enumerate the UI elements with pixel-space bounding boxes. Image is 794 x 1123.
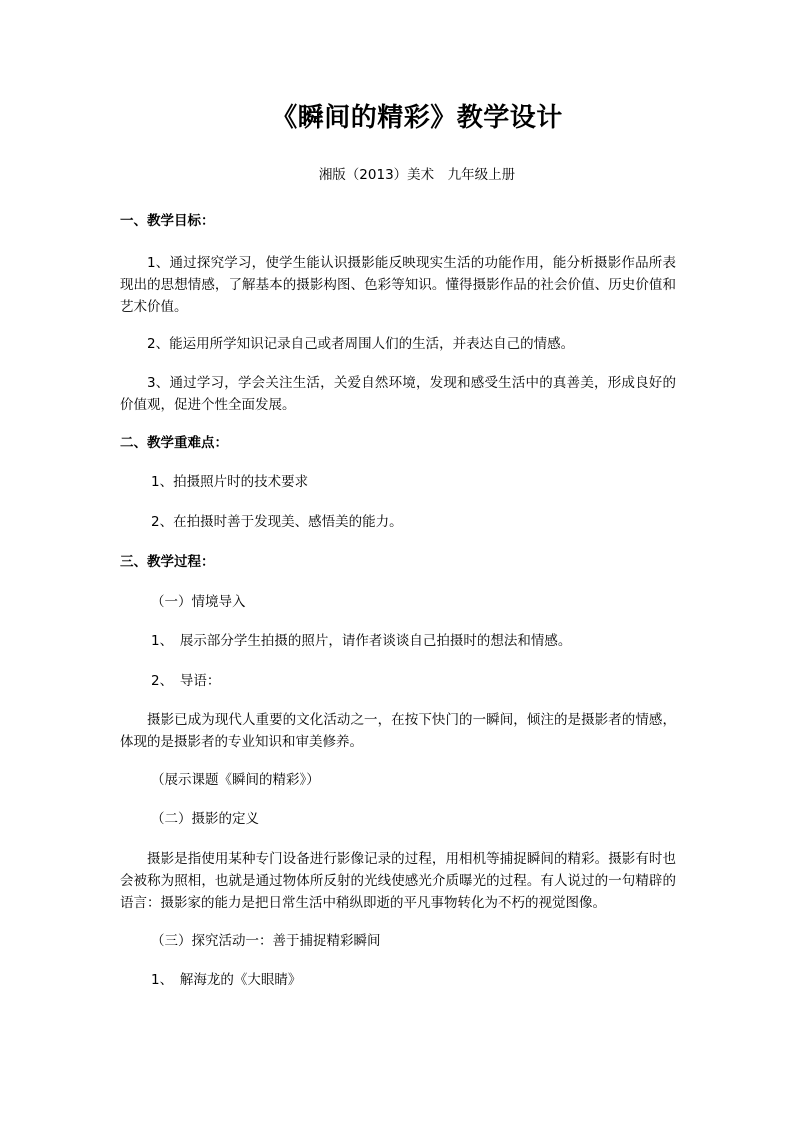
document-title: 《瞬间的精彩》教学设计 <box>271 103 563 133</box>
objective-paragraph-3: 3、通过学习，学会关注生活，关爱自然环境，发现和感受生活中的真善美，形成良好的价值观，促进个性全面发展。 <box>120 375 676 413</box>
key-point-item-1: 1、拍摄照片时的技术要求 <box>151 474 309 490</box>
document-subtitle: 湘版（2013）美术 九年级上册 <box>318 167 516 183</box>
section-heading-objectives: 一、教学目标： <box>120 213 215 229</box>
definition-paragraph: 摄影是指使用某种专门设备进行影像记录的过程，用相机等捕捉瞬间的精彩。摄影有时也会被称为照相，也就是通过物体所反射的光线使感光介质曝光的过程。有人说过的一句精辟的语言：摄影家的能力是把日常生活中稍纵即逝的平凡事物转化为不朽的视觉图像。 <box>120 851 676 911</box>
process-subheading-2: （二）摄影的定义 <box>151 811 259 827</box>
process-item-1: 1、 展示部分学生拍摄的照片，请作者谈谈自己拍摄时的想法和情感。 <box>151 633 572 649</box>
process-subheading-3: （三）探究活动一：善于捕捉精彩瞬间 <box>151 933 381 949</box>
activity-item-1: 1、 解海龙的《大眼睛》 <box>151 972 302 988</box>
key-point-item-2: 2、在拍摄时善于发现美、感悟美的能力。 <box>151 514 403 530</box>
objective-paragraph-1: 1、通过探究学习，使学生能认识摄影能反映现实生活的功能作用，能分析摄影作品所表现出的思想情感，了解基本的摄影构图、色彩等知识。懂得摄影作品的社会价值、历史价值和艺术价值。 <box>120 255 676 315</box>
lesson-title-line: （展示课题《瞬间的精彩》） <box>151 772 320 788</box>
intro-paragraph: 摄影已成为现代人重要的文化活动之一，在按下快门的一瞬间，倾注的是摄影者的情感，体现的是摄影者的专业知识和审美修养。 <box>120 712 676 750</box>
section-heading-process: 三、教学过程： <box>120 554 215 570</box>
objective-paragraph-2: 2、能运用所学知识记录自己或者周围人们的生活，并表达自己的情感。 <box>147 336 575 352</box>
process-subheading-1: （一）情境导入 <box>151 594 246 610</box>
process-item-2: 2、 导语： <box>151 673 221 689</box>
section-heading-key-points: 二、教学重难点： <box>120 435 228 451</box>
